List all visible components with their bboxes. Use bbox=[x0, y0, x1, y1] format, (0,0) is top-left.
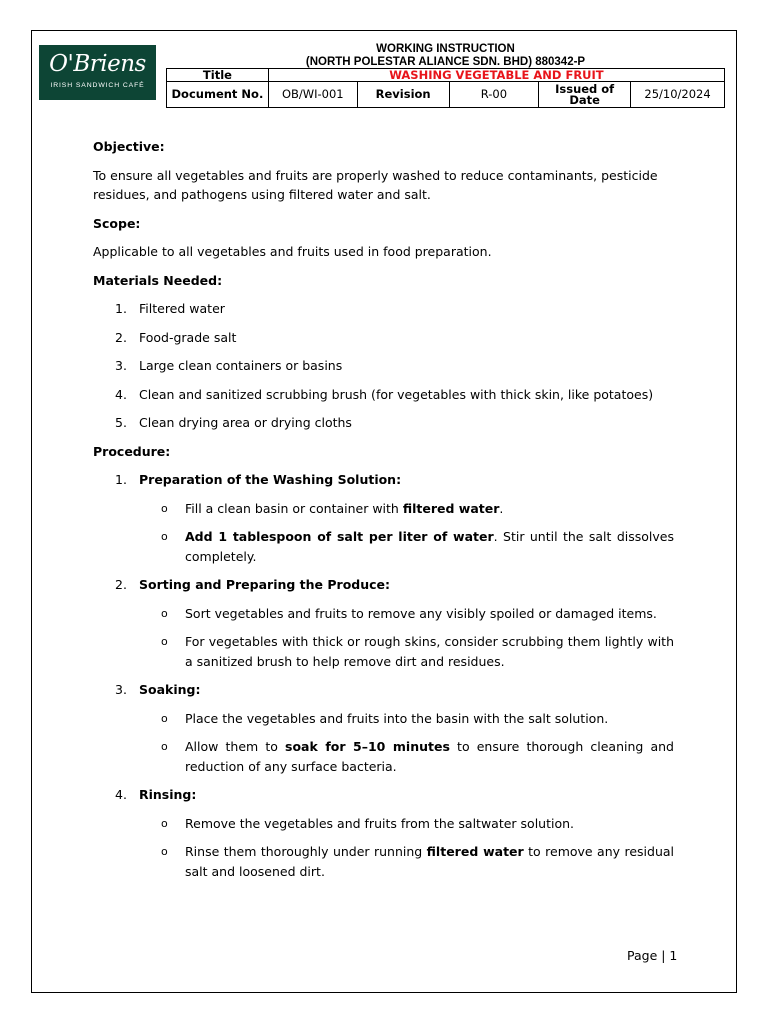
obriens-logo bbox=[39, 45, 156, 100]
procedure-bullet: o Fill a clean basin or container with filtered water. bbox=[93, 499, 674, 519]
material-item: 3. Large clean containers or basins bbox=[115, 358, 343, 373]
logo-script: O'Briens bbox=[49, 51, 146, 77]
objective-heading: Objective: bbox=[93, 139, 165, 154]
materials-heading: Materials Needed: bbox=[93, 272, 223, 288]
o-bullet-icon: o bbox=[161, 740, 168, 753]
procedure-step: 3. Soaking: bbox=[115, 682, 201, 697]
step-title: Preparation of the Washing Solution: bbox=[139, 472, 402, 487]
header-line-2: (NORTH POLESTAR ALIANCE SDN. BHD) 880342-P bbox=[305, 55, 586, 68]
scope-text: Applicable to all vegetables and fruits used in food preparation. bbox=[93, 244, 492, 259]
procedure-step: 1. Preparation of the Washing Solution: bbox=[115, 472, 402, 487]
docno-value: OB/WI-001 bbox=[268, 82, 357, 108]
revision-value: R-00 bbox=[449, 82, 539, 108]
page-number: Page | 1 bbox=[627, 948, 678, 963]
procedure-bullet: o Place the vegetables and fruits into the basin with the salt solution. bbox=[93, 709, 674, 729]
procedure-bullet: o Allow them to soak for 5–10 minutes to ensure thorough cleaning and reduction of any surface bacteria. bbox=[161, 739, 674, 774]
material-item: 2. Food-grade salt bbox=[115, 329, 237, 345]
o-bullet-icon: o bbox=[161, 501, 168, 515]
procedure-heading: Procedure: bbox=[93, 443, 171, 459]
procedure-bullet: o Rinse them thoroughly under running filtered water to remove any residual salt and loosened dirt. bbox=[161, 844, 675, 879]
objective-text: To ensure all vegetables and fruits are properly washed to reduce contaminants, pesticide residues, and pathogens using filtered water and salt. bbox=[93, 167, 658, 202]
header-table bbox=[166, 68, 725, 108]
document-body bbox=[93, 137, 674, 890]
procedure-bullet: o Sort vegetables and fruits to remove any visibly spoiled or damaged items. bbox=[93, 604, 674, 624]
step-title: Sorting and Preparing the Produce: bbox=[139, 577, 391, 592]
procedure-bullet: o For vegetables with thick or rough skins, consider scrubbing them lightly with a sanitized brush to help remove dirt and residues. bbox=[161, 634, 674, 669]
procedure-bullet: o Remove the vegetables and fruits from the saltwater solution. bbox=[93, 814, 674, 834]
o-bullet-icon: o bbox=[161, 635, 168, 648]
header-line-1: WORKING INSTRUCTION bbox=[376, 43, 515, 55]
step-title: Rinsing: bbox=[139, 787, 197, 802]
o-bullet-icon: o bbox=[161, 606, 168, 620]
issued-value: 25/10/2024 bbox=[631, 82, 725, 108]
title-value: WASHING VEGETABLE AND FRUIT bbox=[268, 69, 724, 82]
o-bullet-icon: o bbox=[161, 530, 168, 543]
document-header bbox=[166, 43, 725, 68]
material-item: 5. Clean drying area or drying cloths bbox=[115, 415, 352, 430]
scope-heading: Scope: bbox=[93, 215, 141, 231]
material-item: 4. Clean and sanitized scrubbing brush (for vegetables with thick skin, like potatoes) bbox=[115, 386, 654, 402]
title-label: Title bbox=[167, 69, 269, 82]
step-title: Soaking: bbox=[139, 682, 201, 697]
docno-label: Document No. bbox=[167, 82, 269, 108]
procedure-step: 2. Sorting and Preparing the Produce: bbox=[115, 577, 391, 592]
logo-tagline: IRISH SANDWICH CAFÉ bbox=[50, 82, 145, 89]
o-bullet-icon: o bbox=[161, 816, 168, 830]
procedure-bullet: o Add 1 tablespoon of salt per liter of water. Stir until the salt dissolves completely. bbox=[161, 529, 674, 564]
o-bullet-icon: o bbox=[161, 845, 168, 858]
material-item: 1. Filtered water bbox=[115, 301, 225, 316]
procedure-step: 4. Rinsing: bbox=[115, 787, 197, 802]
revision-label: Revision bbox=[357, 82, 449, 108]
o-bullet-icon: o bbox=[161, 711, 168, 725]
issued-label: Issued of Date bbox=[539, 82, 631, 108]
